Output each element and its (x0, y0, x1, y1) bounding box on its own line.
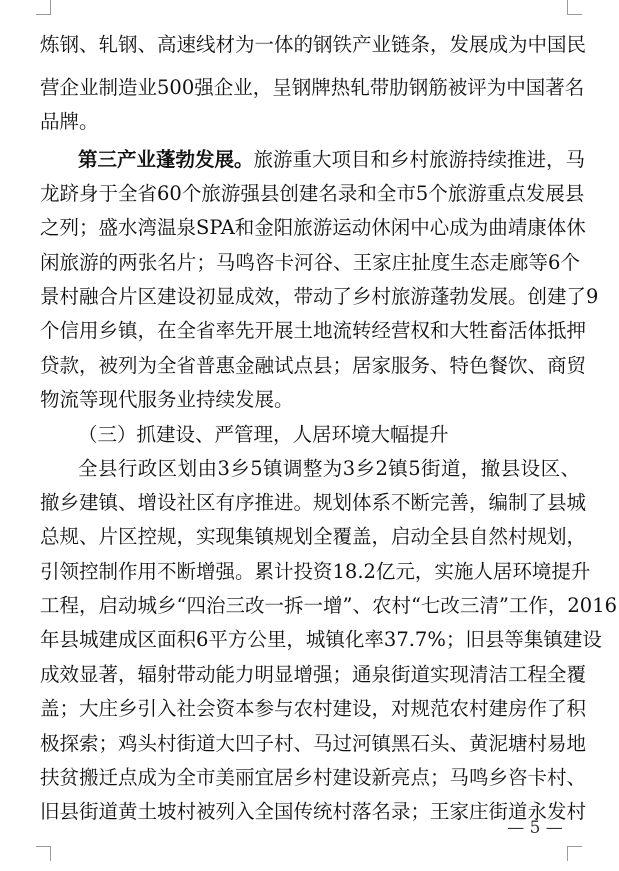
text-line: 工程，启动城乡“四治三改一拆一增”、农村“七改三清”工作，2016 (40, 594, 618, 617)
text-line: 贷款，被列为全省普惠金融试点县；居家服务、特色餐饮、商贸 (40, 354, 587, 377)
crop-mark-bottom-left (36, 846, 51, 861)
text-line: 品牌。 (40, 110, 99, 133)
text-line: 扶贫搬迁点成为全市美丽宜居乡村建设新亮点；马鸣乡咨卡村、 (40, 766, 587, 789)
text-line: 营企业制造业500强企业，呈钢牌热轧带肋钢筋被评为中国著名 (40, 76, 585, 99)
text-line: 引领控制作用不断增强。累计投资18.2亿元，实施人居环境提升 (40, 560, 591, 583)
text-line: 撤乡建镇、增设社区有序推进。规划体系不断完善，编制了县城 (40, 491, 587, 514)
paragraph-first-line (40, 148, 586, 171)
section-lead-bold: 第三产业蓬勃发展。 (78, 148, 254, 171)
page-number: — 5 — (507, 818, 563, 838)
text-line: 年县城建成区面积6平方公里，城镇化率37.7%；旧县等集镇建设 (40, 628, 602, 651)
text-line: 物流等现代服务业持续发展。 (40, 388, 294, 411)
text-line: 旅游重大项目和乡村旅游持续推进，马 (253, 148, 586, 171)
text-line: 之列；盛水湾温泉SPA和金阳旅游运动休闲中心成为曲靖康体休 (40, 216, 586, 239)
text-line: 总规、片区控规，实现集镇规划全覆盖，启动全县自然村规划， (40, 525, 587, 548)
text-line: 盖；大庄乡引入社会资本参与农村建设，对规范农村建房作了积 (40, 697, 587, 720)
crop-mark-top-left (36, 0, 51, 15)
text-line: 炼钢、轧钢、高速线材为一体的钢铁产业链条，发展成为中国民 (40, 33, 587, 56)
text-line: 全县行政区划由3乡5镇调整为3乡2镇5街道，撤县设区、 (78, 457, 580, 480)
crop-mark-bottom-right (567, 846, 582, 861)
text-line: 极探索；鸡头村街道大凹子村、马过河镇黑石头、黄泥塘村易地 (40, 732, 587, 755)
section-heading: （三）抓建设、严管理，人居环境大幅提升 (78, 423, 449, 446)
text-line: 个信用乡镇，在全省率先开展土地流转经营权和大牲畜活体抵押 (40, 319, 587, 342)
text-line: 景村融合片区建设初显成效，带动了乡村旅游蓬勃发展。创建了9 (40, 285, 599, 308)
text-line: 旧县街道黄土坡村被列入全国传统村落名录；王家庄街道永发村 (40, 800, 587, 823)
text-line: 龙跻身于全省60个旅游强县创建名录和全市5个旅游重点发展县 (40, 182, 585, 205)
text-line: 成效显著，辐射带动能力明显增强；通泉街道实现清洁工程全覆 (40, 663, 587, 686)
text-line: 闲旅游的两张名片；马鸣咨卡河谷、王家庄扯度生态走廊等6个 (40, 251, 580, 274)
crop-mark-top-right (567, 0, 582, 15)
